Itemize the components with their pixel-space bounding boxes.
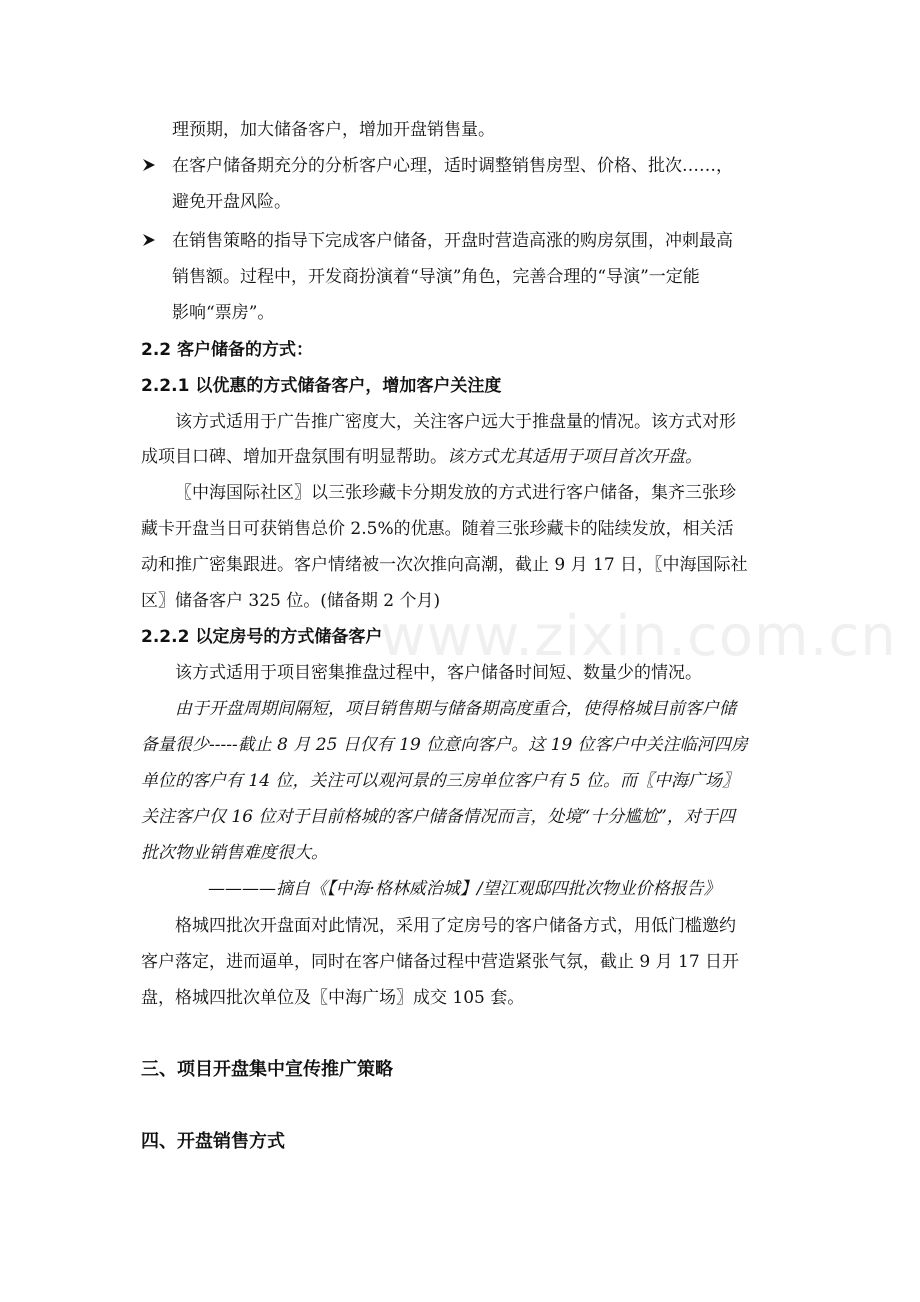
paragraph-line xyxy=(141,445,702,469)
bullet-2-line-1: 在销售策略的指导下完成客户储备，开盘时营造高涨的购房氛围，冲刺最高 xyxy=(172,231,733,251)
quote-line: 由于开盘周期间隔短，项目销售期与储备期高度重合，使得格城目前客户储 xyxy=(175,699,736,719)
bullet-1-line-2: 避免开盘风险。 xyxy=(172,192,291,212)
quote-line: 备量很少-----截止 8 月 25 日仅有 19 位意向客户。这 19 位客户中关注临河四房 xyxy=(141,735,748,755)
paragraph-text: 成项目口碑、增加开盘氛围有明显帮助。 xyxy=(141,447,447,467)
paragraph-line: 盘，格城四批次单位及〖中海广场〗成交 105 套。 xyxy=(141,988,525,1008)
paragraph-line: 该方式适用于广告推广密度大，关注客户远大于推盘量的情况。该方式对形 xyxy=(175,412,736,432)
arrow-bullet-icon xyxy=(141,157,157,173)
quote-source: ————摘自《【中海·格林威治城】/望江观邸四批次物业价格报告》 xyxy=(208,879,721,899)
paragraph-line: 客户落定，进而逼单，同时在客户储备过程中营造紧张气氛，截止 9 月 17 日开 xyxy=(141,952,740,972)
quote-line: 单位的客户有 14 位，关注可以观河景的三房单位客户有 5 位。而〖中海广场〗 xyxy=(141,771,740,791)
quote-line: 关注客户仅 16 位对于目前格城的客户储备情况而言，处境“十分尴尬”，对于四 xyxy=(141,807,735,827)
intro-line: 理预期，加大储备客户，增加开盘销售量。 xyxy=(172,120,495,140)
bullet-2-line-2: 销售额。过程中，开发商扮演着“导演”角色，完善合理的“导演”一定能 xyxy=(172,267,700,287)
heading-2-2: 2.2 客户储备的方式： xyxy=(141,340,314,360)
paragraph-line: 格城四批次开盘面对此情况，采用了定房号的客户储备方式，用低门槛邀约 xyxy=(175,916,736,936)
heading-section-4: 四、开盘销售方式 xyxy=(141,1131,285,1152)
paragraph-line: 该方式适用于项目密集推盘过程中，客户储备时间短、数量少的情况。 xyxy=(175,663,702,683)
paragraph-line: 〖中海国际社区〗以三张珍藏卡分期发放的方式进行客户储备，集齐三张珍 xyxy=(175,483,736,503)
paragraph-line: 藏卡开盘当日可获销售总价 2.5%的优惠。随着三张珍藏卡的陆续发放，相关活 xyxy=(141,519,734,539)
bullet-1-line-1: 在客户储备期充分的分析客户心理，适时调整销售房型、价格、批次……， xyxy=(172,156,733,176)
heading-2-2-2: 2.2.2 以定房号的方式储备客户 xyxy=(141,627,383,647)
arrow-bullet-icon xyxy=(141,232,157,248)
paragraph-line: 区〗储备客户 325 位。(储备期 2 个月) xyxy=(141,591,441,611)
watermark: www.zixin.com.cn xyxy=(380,604,897,669)
heading-section-3: 三、项目开盘集中宣传推广策略 xyxy=(141,1059,393,1080)
bullet-2-line-3: 影响“票房”。 xyxy=(172,303,275,323)
paragraph-line: 动和推广密集跟进。客户情绪被一次次推向高潮，截止 9 月 17 日，〖中海国际社 xyxy=(141,555,748,575)
quote-line: 批次物业销售难度很大。 xyxy=(141,843,328,863)
heading-2-2-1: 2.2.1 以优惠的方式储备客户，增加客户关注度 xyxy=(141,376,502,396)
emphasis-text: 该方式尤其适用于项目首次开盘。 xyxy=(447,447,702,467)
